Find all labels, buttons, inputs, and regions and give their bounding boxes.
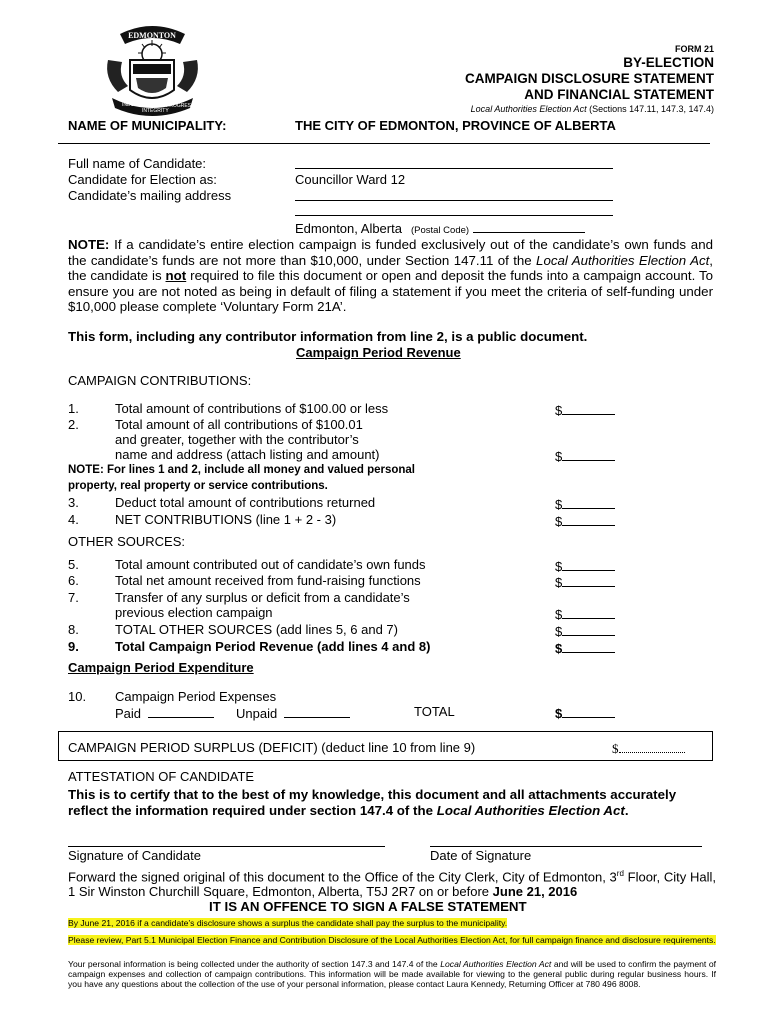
- forward-text-1: Forward the signed original of this document to the Office of the City Clerk, City of Edmonton, 3: [68, 869, 617, 885]
- note-not: not: [165, 268, 187, 284]
- forward-sup: rd: [616, 869, 624, 878]
- candidate-name-field[interactable]: [295, 153, 613, 169]
- edmonton-crest-logo: [100, 20, 205, 120]
- line-1-label: Total amount of contributions of $100.00 or less: [115, 401, 389, 416]
- forward-text-2: Floor, City Hall, 1 Sir Winston Churchill Square, Edmonton, Alberta, T5J 2R7 on or before: [68, 869, 717, 900]
- line-5-amount[interactable]: [555, 557, 615, 574]
- act-reference-italic: Local Authorities Election Act: [470, 104, 587, 114]
- line-1-amount[interactable]: [555, 401, 615, 418]
- line-7-amount[interactable]: [555, 605, 615, 622]
- title-financial: AND FINANCIAL STATEMENT: [524, 87, 714, 102]
- candidate-election-label: Candidate for Election as:: [68, 172, 217, 187]
- currency-sign: $: [612, 741, 619, 756]
- attestation-text: [68, 787, 718, 818]
- line-4-amount[interactable]: [555, 512, 615, 529]
- note-label: NOTE:: [68, 237, 110, 252]
- line-4-number: 4.: [68, 512, 79, 527]
- privacy-statement: [68, 959, 716, 990]
- amount-blank: [562, 401, 615, 415]
- city-value: [295, 219, 585, 238]
- postal-code-field[interactable]: [473, 219, 585, 233]
- line-7-number: 7.: [68, 590, 79, 605]
- line-2-label-c: name and address (attach listing and amount): [115, 447, 380, 462]
- amount-blank: [562, 447, 615, 461]
- amount-blank: [562, 495, 615, 509]
- amount-blank: [562, 557, 615, 571]
- signature-field[interactable]: [68, 832, 385, 847]
- other-sources-heading: OTHER SOURCES:: [68, 534, 186, 549]
- act-reference: [465, 103, 714, 115]
- forward-date: June 21, 2016: [492, 884, 578, 900]
- amount-blank: [562, 605, 615, 619]
- currency-sign: $: [555, 559, 563, 574]
- line-6-amount[interactable]: [555, 573, 615, 590]
- paid-blank: [148, 704, 214, 718]
- address-line-1[interactable]: [295, 186, 613, 201]
- amount-blank: [562, 512, 615, 526]
- expenditure-heading: Campaign Period Expenditure: [68, 660, 254, 675]
- divider-line: [58, 143, 710, 144]
- currency-sign: $: [555, 607, 563, 622]
- title-disclosure: CAMPAIGN DISCLOSURE STATEMENT: [465, 71, 714, 86]
- form-number: FORM 21: [674, 44, 714, 54]
- crest-motto-right: PROGRESS: [166, 103, 195, 109]
- part-5-1-text: Please review, Part 5.1 Municipal Election Finance and Contribution Disclosure of the Local Authorities Election Act, for full campaign finance and disclosure requirements.: [68, 935, 716, 945]
- municipality-value: THE CITY OF EDMONTON, PROVINCE OF ALBERTA: [295, 118, 616, 133]
- line-2-number: 2.: [68, 417, 79, 432]
- line-6-number: 6.: [68, 573, 79, 588]
- revenue-heading: Campaign Period Revenue: [296, 345, 461, 360]
- currency-sign: $: [555, 497, 563, 512]
- line-3-label: Deduct total amount of contributions returned: [115, 495, 376, 510]
- paid-label: Paid: [115, 706, 142, 721]
- address-line-2[interactable]: [295, 201, 613, 216]
- currency-sign: $: [555, 624, 563, 639]
- note-text-1: If a candidate’s entire election campaign is funded exclusively out of the candidate’s own funds and the candidate’s funds are not more than $10,000, under Section 147.11 of the: [68, 237, 713, 268]
- line-2-amount[interactable]: [555, 447, 615, 464]
- attestation-act: Local Authorities Election Act: [436, 802, 625, 818]
- line-10-amount[interactable]: [555, 704, 615, 721]
- note-act: Local Authorities Election Act: [536, 252, 710, 268]
- line-4-label: NET CONTRIBUTIONS (line 1 + 2 - 3): [115, 512, 337, 527]
- currency-sign: $: [555, 514, 563, 529]
- self-funding-note: [68, 237, 713, 315]
- currency-sign: $: [555, 575, 563, 590]
- candidate-name-label: Full name of Candidate:: [68, 156, 207, 171]
- surplus-payment-text: By June 21, 2016 if a candidate’s disclosure shows a surplus the candidate shall pay the surplus to the municipality.: [68, 918, 508, 928]
- contributions-heading: CAMPAIGN CONTRIBUTIONS:: [68, 373, 252, 388]
- line-9-number: 9.: [68, 639, 79, 654]
- line-8-label: TOTAL OTHER SOURCES (add lines 5, 6 and 7): [115, 622, 398, 637]
- currency-sign: $: [555, 449, 563, 464]
- forward-instructions: [68, 866, 716, 899]
- line-1-number: 1.: [68, 401, 79, 416]
- public-document-notice: This form, including any contributor information from line 2, is a public document.: [68, 329, 588, 344]
- note-text-2: , the candidate is: [68, 252, 713, 284]
- paid-field[interactable]: [115, 704, 214, 721]
- currency-sign: $: [555, 403, 563, 418]
- line-2-label-b: and greater, together with the contributor’s: [115, 432, 359, 447]
- line-7-label-b: previous election campaign: [115, 605, 273, 620]
- form-header: [465, 43, 714, 115]
- amount-blank: [562, 704, 615, 718]
- surplus-payment-notice: [68, 918, 507, 928]
- surplus-box: [58, 731, 713, 761]
- currency-sign: $: [555, 641, 563, 656]
- line-6-label: Total net amount received from fund-raising functions: [115, 573, 421, 588]
- line-7-label-a: Transfer of any surplus or deficit from a candidate’s: [115, 590, 410, 605]
- total-label: TOTAL: [414, 704, 455, 719]
- line-9-label: Total Campaign Period Revenue (add lines 4 and 8): [115, 639, 431, 654]
- line-8-number: 8.: [68, 622, 79, 637]
- unpaid-label: Unpaid: [236, 706, 278, 721]
- false-statement-warning: IT IS AN OFFENCE TO SIGN A FALSE STATEMENT: [209, 899, 527, 914]
- attestation-text-2: .: [624, 802, 629, 818]
- attestation-heading: ATTESTATION OF CANDIDATE: [68, 769, 255, 784]
- line-10-number: 10.: [68, 689, 87, 704]
- postal-code-label: (Postal Code): [410, 225, 470, 236]
- amount-blank: [562, 639, 615, 653]
- part-5-1-notice: [68, 935, 716, 945]
- unpaid-blank: [284, 704, 350, 718]
- line-5-number: 5.: [68, 557, 79, 572]
- crest-motto-mid: INTEGRITY: [142, 108, 169, 114]
- attestation-text-1: This is to certify that to the best of my knowledge, this document and all attachments accurately reflect the information required under section 147.4 of the: [68, 787, 677, 818]
- surplus-label: CAMPAIGN PERIOD SURPLUS (DEFICIT) (deduct line 10 from line 9): [68, 740, 476, 755]
- candidate-address-label: Candidate’s mailing address: [68, 188, 232, 203]
- privacy-text-2: and will be used to confirm the payment of campaign expenses and collection of campaign contributions. This information will be made available for viewing to the general public during regular business hours. If you have any questions about the collection of the use of your personal information, please contact Laura Kennedy, Returning Officer at 780 496 8008.: [68, 959, 716, 990]
- privacy-text-1: Your personal information is being collected under the authority of section 147.3 and 147.4 of the: [68, 959, 441, 969]
- municipality-label: NAME OF MUNICIPALITY:: [68, 118, 227, 133]
- line-3-amount[interactable]: [555, 495, 615, 512]
- line-9-amount[interactable]: [555, 639, 615, 656]
- contributions-note-b: property, real property or service contributions.: [68, 480, 328, 492]
- contributions-note-a: NOTE: For lines 1 and 2, include all money and valued personal: [68, 464, 415, 476]
- line-5-label: Total amount contributed out of candidate’s own funds: [115, 557, 426, 572]
- line-3-number: 3.: [68, 495, 79, 510]
- currency-sign: $: [555, 706, 563, 721]
- act-reference-sections: (Sections 147.11, 147.3, 147.4): [586, 104, 714, 114]
- date-field[interactable]: [430, 832, 702, 847]
- date-label: Date of Signature: [430, 848, 532, 863]
- line-8-amount[interactable]: [555, 622, 615, 639]
- unpaid-field[interactable]: [236, 704, 350, 721]
- privacy-act: Local Authorities Election Act: [440, 959, 552, 969]
- crest-motto-left: INDUSTRY: [122, 102, 148, 108]
- candidate-election-value[interactable]: Councillor Ward 12: [295, 172, 406, 187]
- crest-top-text: EDMONTON: [128, 31, 176, 40]
- line-10-label: Campaign Period Expenses: [115, 689, 277, 704]
- surplus-amount[interactable]: [612, 740, 685, 756]
- amount-blank: [562, 573, 615, 587]
- city-text: Edmonton, Alberta: [295, 221, 402, 236]
- line-2-label-a: Total amount of all contributions of $100.01: [115, 417, 363, 432]
- amount-blank: [619, 740, 685, 753]
- signature-label: Signature of Candidate: [68, 848, 201, 863]
- title-by-election: BY-ELECTION: [623, 55, 714, 70]
- note-text-3: required to file this document or open and deposit the funds into a campaign account. To ensure you are not noted as being in default of filing a statement if you meet the criteria of self-funding under $10,000 please complete ‘Voluntary Form 21A’.: [68, 268, 713, 315]
- amount-blank: [562, 622, 615, 636]
